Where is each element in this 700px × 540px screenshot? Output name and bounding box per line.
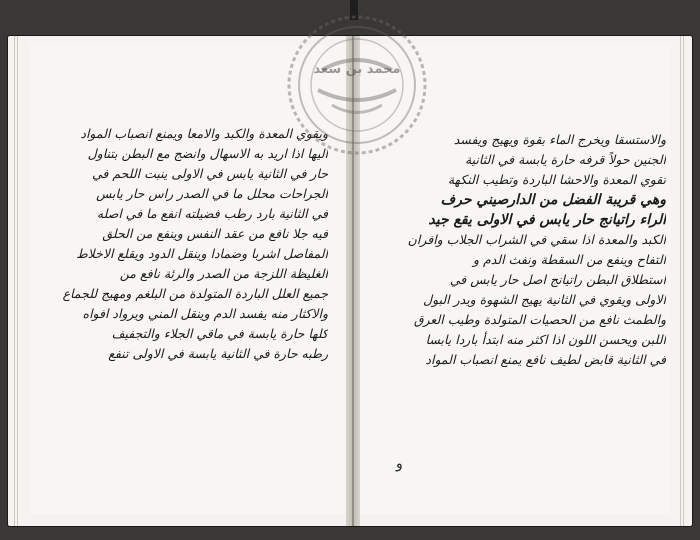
text-line: والطمث نافع من الحصيات المتولدة وطيب العرق	[413, 312, 666, 327]
text-line: الجراحات محلل ما في الصدر راس حار يابس	[96, 186, 328, 201]
text-line: كلها حارة يابسة في ماقي الجلاء والتجفيف	[111, 326, 328, 341]
folio-mark: و	[396, 456, 403, 472]
text-line: الغليظة اللزجة من الصدر والرئة نافع من	[119, 266, 328, 281]
text-line: التفاح وينفع من السقطة ونفث الدم و	[472, 252, 666, 267]
text-line: الاولى ويقوي في الثانية يهيج الشهوة ويدر البول	[423, 292, 666, 307]
text-line: جميع العلل الباردة المتولدة من البلغم ومهيج للجماع	[62, 286, 328, 301]
text-line: تقوي المعدة والاحشا الباردة وتطيب النكهة	[447, 172, 666, 187]
text-line: الكبد والمعدة اذا سقي في الشراب الجلاب وافران	[407, 232, 666, 247]
text-line: ويقوي المعدة والكبد والامعا ويمنع انصباب المواد	[80, 126, 328, 141]
text-line: المفاصل اشربا وضمادا وينقل الدود ويقلع الاخلاط	[76, 246, 328, 261]
right-page-text	[384, 130, 666, 370]
seal-inscription: محمد بن سعد	[313, 62, 401, 77]
text-line: والاستسقا ويخرج الماء بقوة ويهيج ويفسد	[453, 132, 666, 147]
text-line: حار في الثانية يابس في الاولى ينبت اللحم في	[91, 166, 328, 181]
text-line: في الثانية قابض لطيف نافع يمنع انصباب المواد	[425, 352, 666, 367]
text-line: في الثانية بارد رطب فضيلته انفع ما في اصله	[96, 206, 328, 221]
section-heading-line: وهي قريبة الفضل من الدارصيني حرف	[440, 192, 666, 208]
circular-seal-icon	[282, 10, 432, 160]
text-line: والاكثار منه يفسد الدم وينقل المني ويرواد افواه	[82, 306, 328, 321]
text-line: اللبن ويحسن اللون اذا اكثر منه ابتدأ باردا يابسا	[425, 332, 666, 347]
library-seal-stamp	[282, 10, 432, 160]
section-heading-line: الراء راتيانج حار يابس في الاولى يقع جيد	[428, 212, 666, 228]
text-line: رطبه حارة في الثانية يابسة في الاولى تنفع	[108, 346, 328, 361]
text-line: اليها اذا اريد به الاسهال وانضج مع البطن بتناول	[87, 146, 328, 161]
text-line: استطلاق البطن راتيانج اصل حار يابس في	[449, 272, 666, 287]
left-page-edges	[14, 36, 20, 526]
text-line: الجنين حولاً قرفه حارة يابسة في الثانية	[464, 152, 666, 167]
right-page-edges	[680, 36, 686, 526]
text-line: فيه جلا نافع من عقد النفس وينفع من الحلق	[102, 226, 328, 241]
left-page-text	[60, 124, 328, 364]
